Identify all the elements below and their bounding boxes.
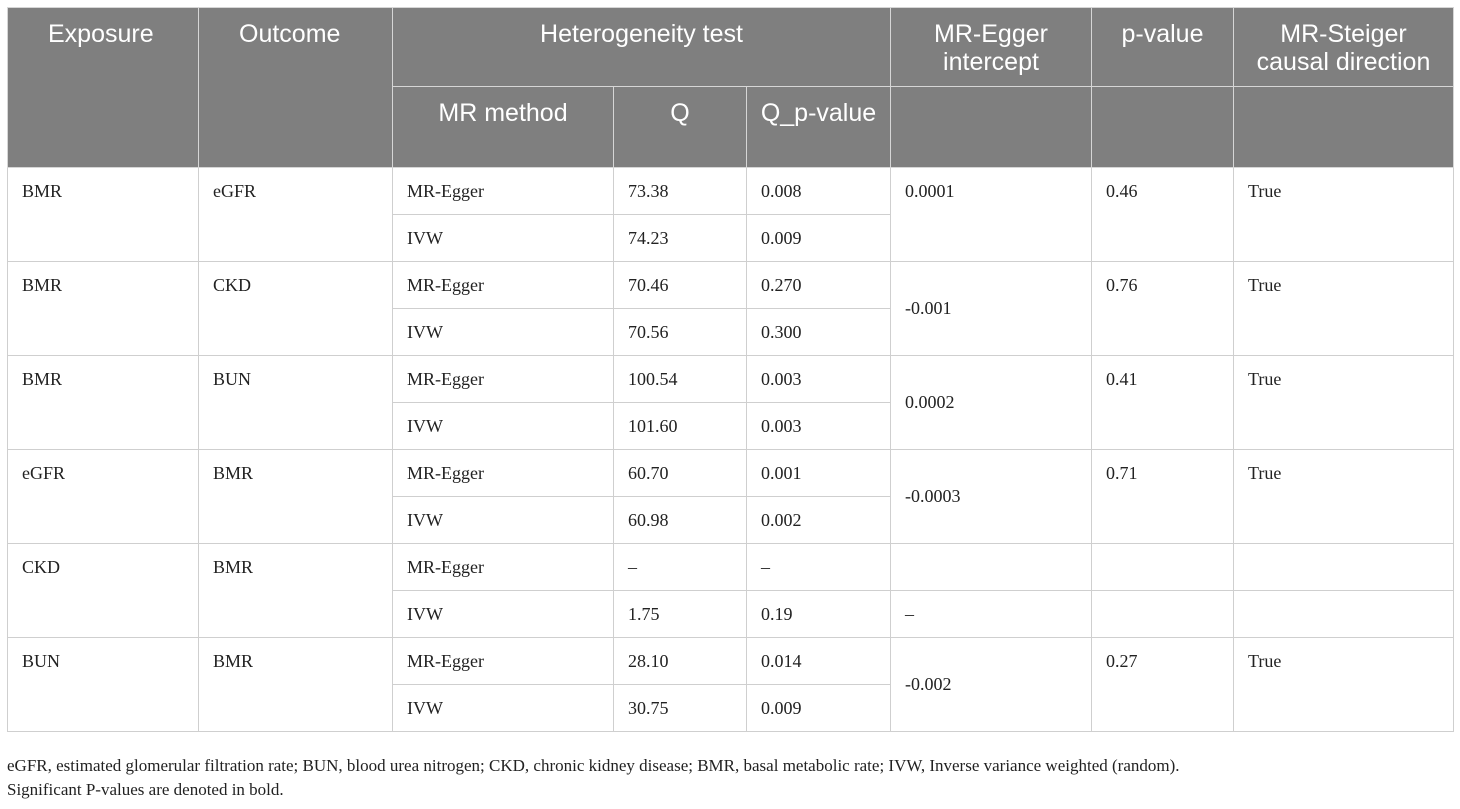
header-steiger-direction: MR-Steiger causal direction — [1234, 8, 1454, 87]
header-exposure: Exposure — [8, 8, 199, 168]
q-cell: 30.75 — [614, 685, 747, 732]
egger-intercept-cell: 0.0001 — [891, 168, 1092, 262]
q-cell: 101.60 — [614, 403, 747, 450]
table-row — [8, 450, 1454, 497]
mr-method-cell: IVW — [393, 403, 614, 450]
outcome-cell: BMR — [199, 544, 393, 638]
mr-method-cell: MR-Egger — [393, 262, 614, 309]
steiger-cell — [1234, 591, 1454, 638]
exposure-cell: BMR — [8, 262, 199, 356]
q-p-value-cell: 0.300 — [747, 309, 891, 356]
egger-intercept-cell: 0.0002 — [891, 356, 1092, 450]
mr-method-cell: MR-Egger — [393, 168, 614, 215]
p-value-cell: 0.41 — [1092, 356, 1234, 450]
mr-method-cell: IVW — [393, 309, 614, 356]
header-blank-cell — [891, 87, 1092, 168]
q-p-value-cell: 0.002 — [747, 497, 891, 544]
q-p-value-cell: 0.19 — [747, 591, 891, 638]
q-p-value-cell: 0.001 — [747, 450, 891, 497]
p-value-cell-empty — [1092, 544, 1234, 591]
outcome-cell: CKD — [199, 262, 393, 356]
p-value-cell: 0.71 — [1092, 450, 1234, 544]
steiger-cell: True — [1234, 356, 1454, 450]
header-blank-cell — [1234, 87, 1454, 168]
q-p-value-cell: 0.014 — [747, 638, 891, 685]
q-p-value-cell: 0.009 — [747, 215, 891, 262]
exposure-cell: BUN — [8, 638, 199, 732]
q-p-value-cell: 0.008 — [747, 168, 891, 215]
outcome-cell: BMR — [199, 638, 393, 732]
p-value-cell — [1092, 591, 1234, 638]
header-q-p-value: Q_p-value — [747, 87, 891, 168]
mr-method-cell: MR-Egger — [393, 450, 614, 497]
q-cell: 73.38 — [614, 168, 747, 215]
p-value-cell: 0.27 — [1092, 638, 1234, 732]
q-cell: 100.54 — [614, 356, 747, 403]
q-p-value-cell: 0.003 — [747, 403, 891, 450]
q-cell: – — [614, 544, 747, 591]
table-row — [8, 544, 1454, 591]
mr-method-cell: IVW — [393, 215, 614, 262]
table-row — [8, 638, 1454, 685]
p-value-cell: 0.46 — [1092, 168, 1234, 262]
outcome-cell: BMR — [199, 450, 393, 544]
egger-intercept-cell: -0.002 — [891, 638, 1092, 732]
exposure-cell: eGFR — [8, 450, 199, 544]
exposure-cell: CKD — [8, 544, 199, 638]
egger-intercept-cell: – — [891, 591, 1092, 638]
egger-intercept-cell: -0.001 — [891, 262, 1092, 356]
table-row — [8, 262, 1454, 309]
steiger-cell: True — [1234, 262, 1454, 356]
steiger-cell-empty — [1234, 544, 1454, 591]
q-cell: 28.10 — [614, 638, 747, 685]
table-header — [8, 8, 1454, 168]
q-cell: 74.23 — [614, 215, 747, 262]
p-value-cell: 0.76 — [1092, 262, 1234, 356]
results-table — [7, 7, 1454, 732]
mr-method-cell: MR-Egger — [393, 544, 614, 591]
q-p-value-cell: 0.009 — [747, 685, 891, 732]
q-cell: 70.46 — [614, 262, 747, 309]
q-p-value-cell: 0.270 — [747, 262, 891, 309]
mr-method-cell: MR-Egger — [393, 356, 614, 403]
header-q: Q — [614, 87, 747, 168]
egger-intercept-cell: -0.0003 — [891, 450, 1092, 544]
header-blank-cell — [1092, 87, 1234, 168]
steiger-cell: True — [1234, 450, 1454, 544]
table-body — [8, 168, 1454, 732]
footnote-abbreviations: eGFR, estimated glomerular filtration rate; BUN, blood urea nitrogen; CKD, chronic kidney disease; BMR, basal metabolic rate; IVW, Inverse variance weighted (random). — [7, 756, 1180, 775]
exposure-cell: BMR — [8, 356, 199, 450]
q-cell: 60.70 — [614, 450, 747, 497]
q-p-value-cell: – — [747, 544, 891, 591]
header-outcome: Outcome — [199, 8, 393, 168]
q-cell: 60.98 — [614, 497, 747, 544]
q-cell: 70.56 — [614, 309, 747, 356]
q-p-value-cell: 0.003 — [747, 356, 891, 403]
egger-intercept-cell-empty — [891, 544, 1092, 591]
mr-method-cell: IVW — [393, 591, 614, 638]
mr-method-cell: MR-Egger — [393, 638, 614, 685]
mr-method-cell: IVW — [393, 497, 614, 544]
steiger-cell: True — [1234, 168, 1454, 262]
table-row — [8, 168, 1454, 215]
q-cell: 1.75 — [614, 591, 747, 638]
header-egger-intercept: MR-Egger intercept — [891, 8, 1092, 87]
outcome-cell: eGFR — [199, 168, 393, 262]
header-mr-method: MR method — [393, 87, 614, 168]
footnote-significance: Significant P-values are denoted in bold. — [7, 780, 284, 799]
table-row — [8, 356, 1454, 403]
header-p-value: p-value — [1092, 8, 1234, 87]
outcome-cell: BUN — [199, 356, 393, 450]
header-heterogeneity-test: Heterogeneity test — [393, 8, 891, 87]
mr-method-cell: IVW — [393, 685, 614, 732]
exposure-cell: BMR — [8, 168, 199, 262]
steiger-cell: True — [1234, 638, 1454, 732]
